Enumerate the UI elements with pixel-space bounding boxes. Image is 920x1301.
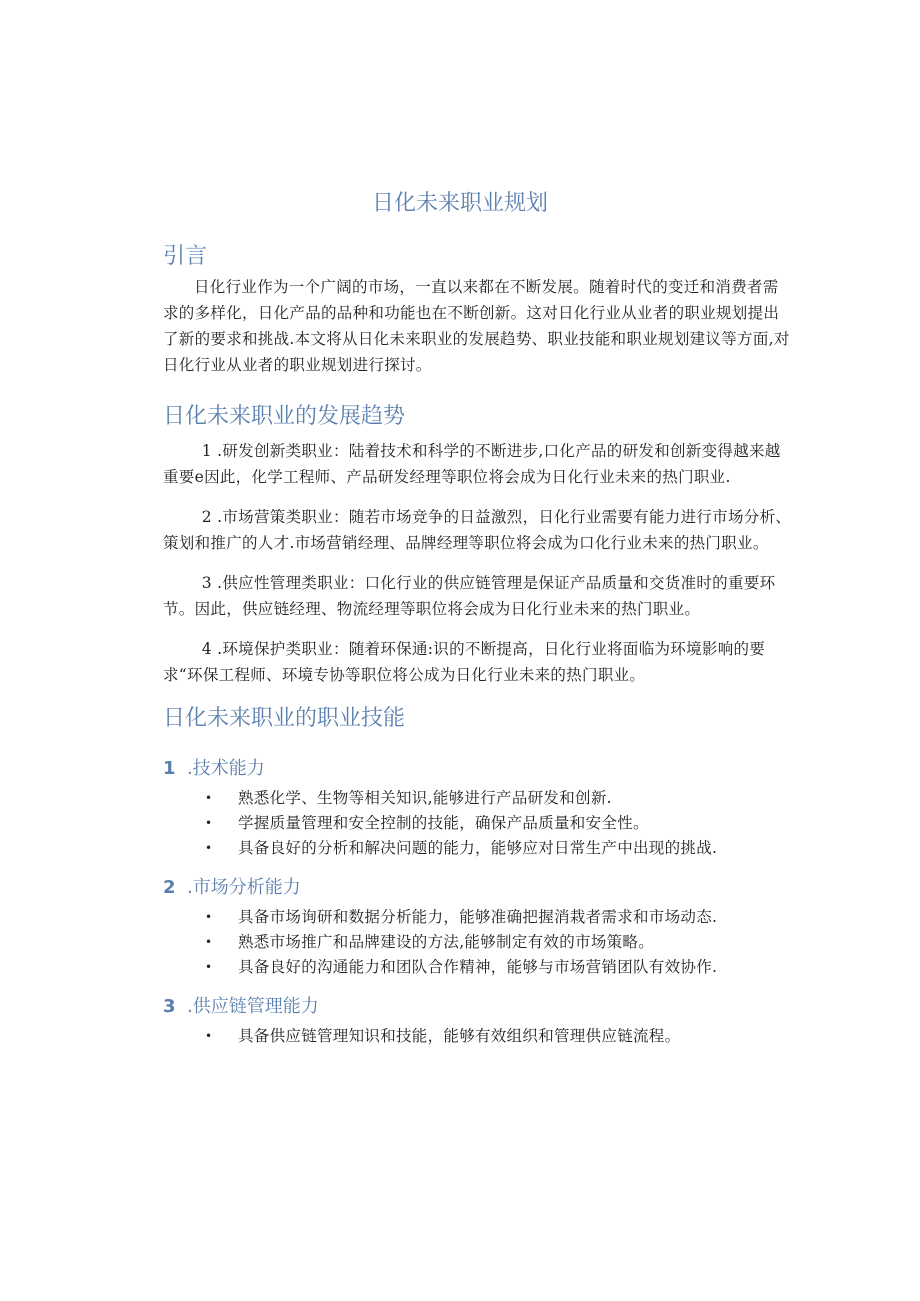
skill-group-number: 1 xyxy=(163,758,176,779)
skill-group-title: .供应链管理能力 xyxy=(187,996,319,1017)
trends-heading: 日化未来职业的发展趋势 xyxy=(163,404,406,429)
trends-list xyxy=(163,438,793,688)
skill-group-heading xyxy=(163,873,793,903)
bullet-icon: • xyxy=(205,791,213,805)
trends-section xyxy=(163,400,793,688)
intro-heading: 引言 xyxy=(163,244,208,269)
list-item-text: 具备良好的沟通能力和团队合作精神，能够与市场营销团队有效协作. xyxy=(238,958,718,976)
list-item xyxy=(205,1024,793,1049)
list-item xyxy=(205,930,793,955)
list-item-text: 具备供应链管理知识和技能，能够有效组织和管理供应链流程。 xyxy=(238,1027,681,1045)
bullet-icon: • xyxy=(205,910,213,924)
intro-paragraph: 日化行业作为一个广阔的市场，一直以来都在不断发展。随着时代的变迁和消费者需求的多样化，日化产品的品种和功能也在不断创新。这对日化行业从业者的职业规划提出了新的要求和挑战.本文将从日化未来职业的发展趋势、职业技能和职业规划建议等方面,对日化行业从业者的职业规划进行探讨。 xyxy=(163,278,790,374)
skill-group-title: .技术能力 xyxy=(187,758,265,779)
trend-item: 3 .供应性管理类职业：口化行业的供应链管理是保证产品质量和交货准时的重要环节。因此，供应链经理、物流经理等职位将会成为日化行业未来的热门职业。 xyxy=(163,574,776,618)
skill-group-title: .市场分析能力 xyxy=(187,877,301,898)
document-body xyxy=(163,240,793,1049)
skill-group-number: 3 xyxy=(163,996,176,1017)
list-item xyxy=(205,955,793,980)
bullet-icon: • xyxy=(205,816,213,830)
skills-heading: 日化未来职业的职业技能 xyxy=(163,706,406,731)
trend-item: 1 .研发创新类职业：陆着技术和科学的不断进步,口化产品的研发和创新变得越来越重要e因此，化学工程师、产品研发经理等职位将会成为日化行业未来的热门职业. xyxy=(163,442,781,486)
list-item-text: 熟悉化学、生物等相关知识,能够进行产品研发和创新. xyxy=(238,789,612,807)
list-item xyxy=(205,811,793,836)
skill-bullet-list xyxy=(163,1024,793,1049)
skill-group-heading xyxy=(163,754,793,784)
bullet-icon: • xyxy=(205,960,213,974)
list-item-text: 具备良好的分析和解决问题的能力，能够应对日常生产中出现的挑战. xyxy=(238,839,718,857)
list-item xyxy=(205,905,793,930)
bullet-icon: • xyxy=(205,1029,213,1043)
list-item-text: 熟悉市场推广和品牌建设的方法,能够制定有效的市场策略。 xyxy=(238,933,655,951)
skill-group-market xyxy=(163,873,793,980)
list-item-text: 学握质量管理和安全控制的技能，确保产品质量和安全性。 xyxy=(238,814,649,832)
skill-group-heading xyxy=(163,992,793,1022)
skills-section xyxy=(163,702,793,1049)
bullet-icon: • xyxy=(205,841,213,855)
bullet-icon: • xyxy=(205,935,213,949)
trend-item: 2 .市场营策类职业：随若市场竞争的日益激烈，日化行业需要有能力进行市场分析、策划和推广的人才.市场营销经理、品牌经理等职位将会成为口化行业未来的热门职业。 xyxy=(163,508,792,552)
list-item xyxy=(205,836,793,861)
list-item xyxy=(205,786,793,811)
skill-group-technical xyxy=(163,754,793,861)
skill-group-number: 2 xyxy=(163,877,176,898)
skill-bullet-list xyxy=(163,905,793,980)
trend-item: 4 .环境保护类职业：随着环保通:识的不断提高，日化行业将面临为环境影响的要求“环保工程师、环境专协等职位将公成为日化行业未来的热门职业。 xyxy=(163,640,766,684)
list-item-text: 具备市场询研和数据分析能力，能够准确把握消栽者需求和市场动态. xyxy=(238,908,718,926)
document-title: 日化未来职业规划 xyxy=(371,191,548,216)
intro-section xyxy=(163,240,793,378)
skill-bullet-list xyxy=(163,786,793,861)
skill-group-supply-chain xyxy=(163,992,793,1049)
